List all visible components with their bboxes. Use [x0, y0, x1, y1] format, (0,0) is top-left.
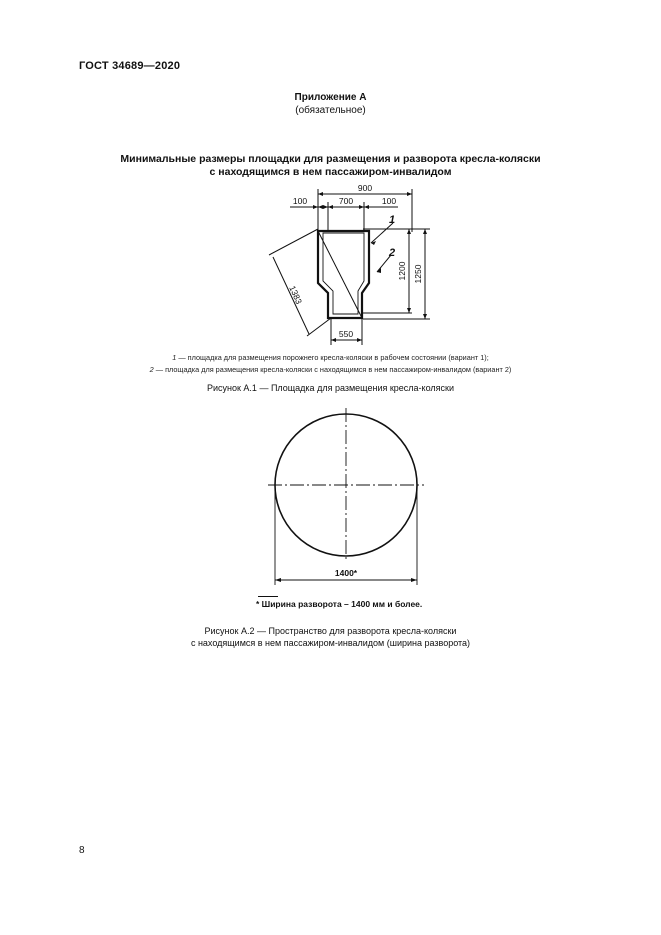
dim-label-900: 900: [357, 183, 373, 193]
legend-number-2: 2: [149, 365, 154, 374]
platform-outline-variant-2: [318, 231, 369, 318]
legend-text-1: — площадка для размещения порожнего кресла-коляски в рабочем состоянии (вариант 1);: [176, 353, 489, 362]
legend-text-2: — площадка для размещения кресла-коляски с находящимся в нем пассажиром-инвалидом (вариант 2): [153, 365, 512, 374]
legend-number-1: 1: [172, 353, 177, 362]
dim-label-700: 700: [338, 196, 354, 206]
dim-label-1400: 1400*: [334, 568, 358, 578]
dim-label-1200: 1200: [397, 261, 407, 281]
figure-a1-caption: Рисунок А.1 — Площадка для размещения кресла-коляски: [206, 383, 454, 393]
callout-1: 1: [389, 214, 396, 226]
appendix-status: (обязательное): [295, 105, 366, 116]
footnote-rule: [258, 596, 278, 597]
figure-a2-caption-line-1: Рисунок А.2 — Пространство для разворота кресла-коляски: [204, 626, 457, 636]
callout-1-leader: [371, 223, 393, 243]
figure-a2-caption-line-2: с находящимся в нем пассажиром-инвалидом (ширина разворота): [190, 638, 471, 648]
dim-label-1383: 1383: [287, 284, 305, 306]
figure-a1-drawing: [0, 0, 661, 380]
dim-label-100-right: 100: [381, 196, 397, 206]
appendix-title: Приложение А: [294, 92, 367, 103]
figure-a2-drawing: [0, 400, 661, 590]
standard-header: ГОСТ 34689—2020: [79, 60, 181, 72]
dim-label-550: 550: [338, 329, 354, 339]
legend-item-1: [0, 353, 661, 362]
section-title-line-2: с находящимся в нем пассажиром-инвалидом: [209, 166, 452, 178]
platform-diagonal: [318, 231, 362, 318]
dim-label-100-left: 100: [292, 196, 308, 206]
callout-2: 2: [389, 247, 396, 259]
page-number: 8: [79, 845, 85, 856]
ext-line-diag-bottom: [307, 318, 331, 336]
legend-item-2: [0, 365, 661, 374]
footnote: * Ширина разворота – 1400 мм и более.: [256, 599, 423, 609]
section-title-line-1: Минимальные размеры площадки для размещения и разворота кресла-коляски: [120, 153, 541, 165]
ext-line-diag-top: [269, 229, 318, 255]
dim-label-1250: 1250: [413, 264, 423, 284]
platform-outline-variant-1: [323, 233, 364, 314]
